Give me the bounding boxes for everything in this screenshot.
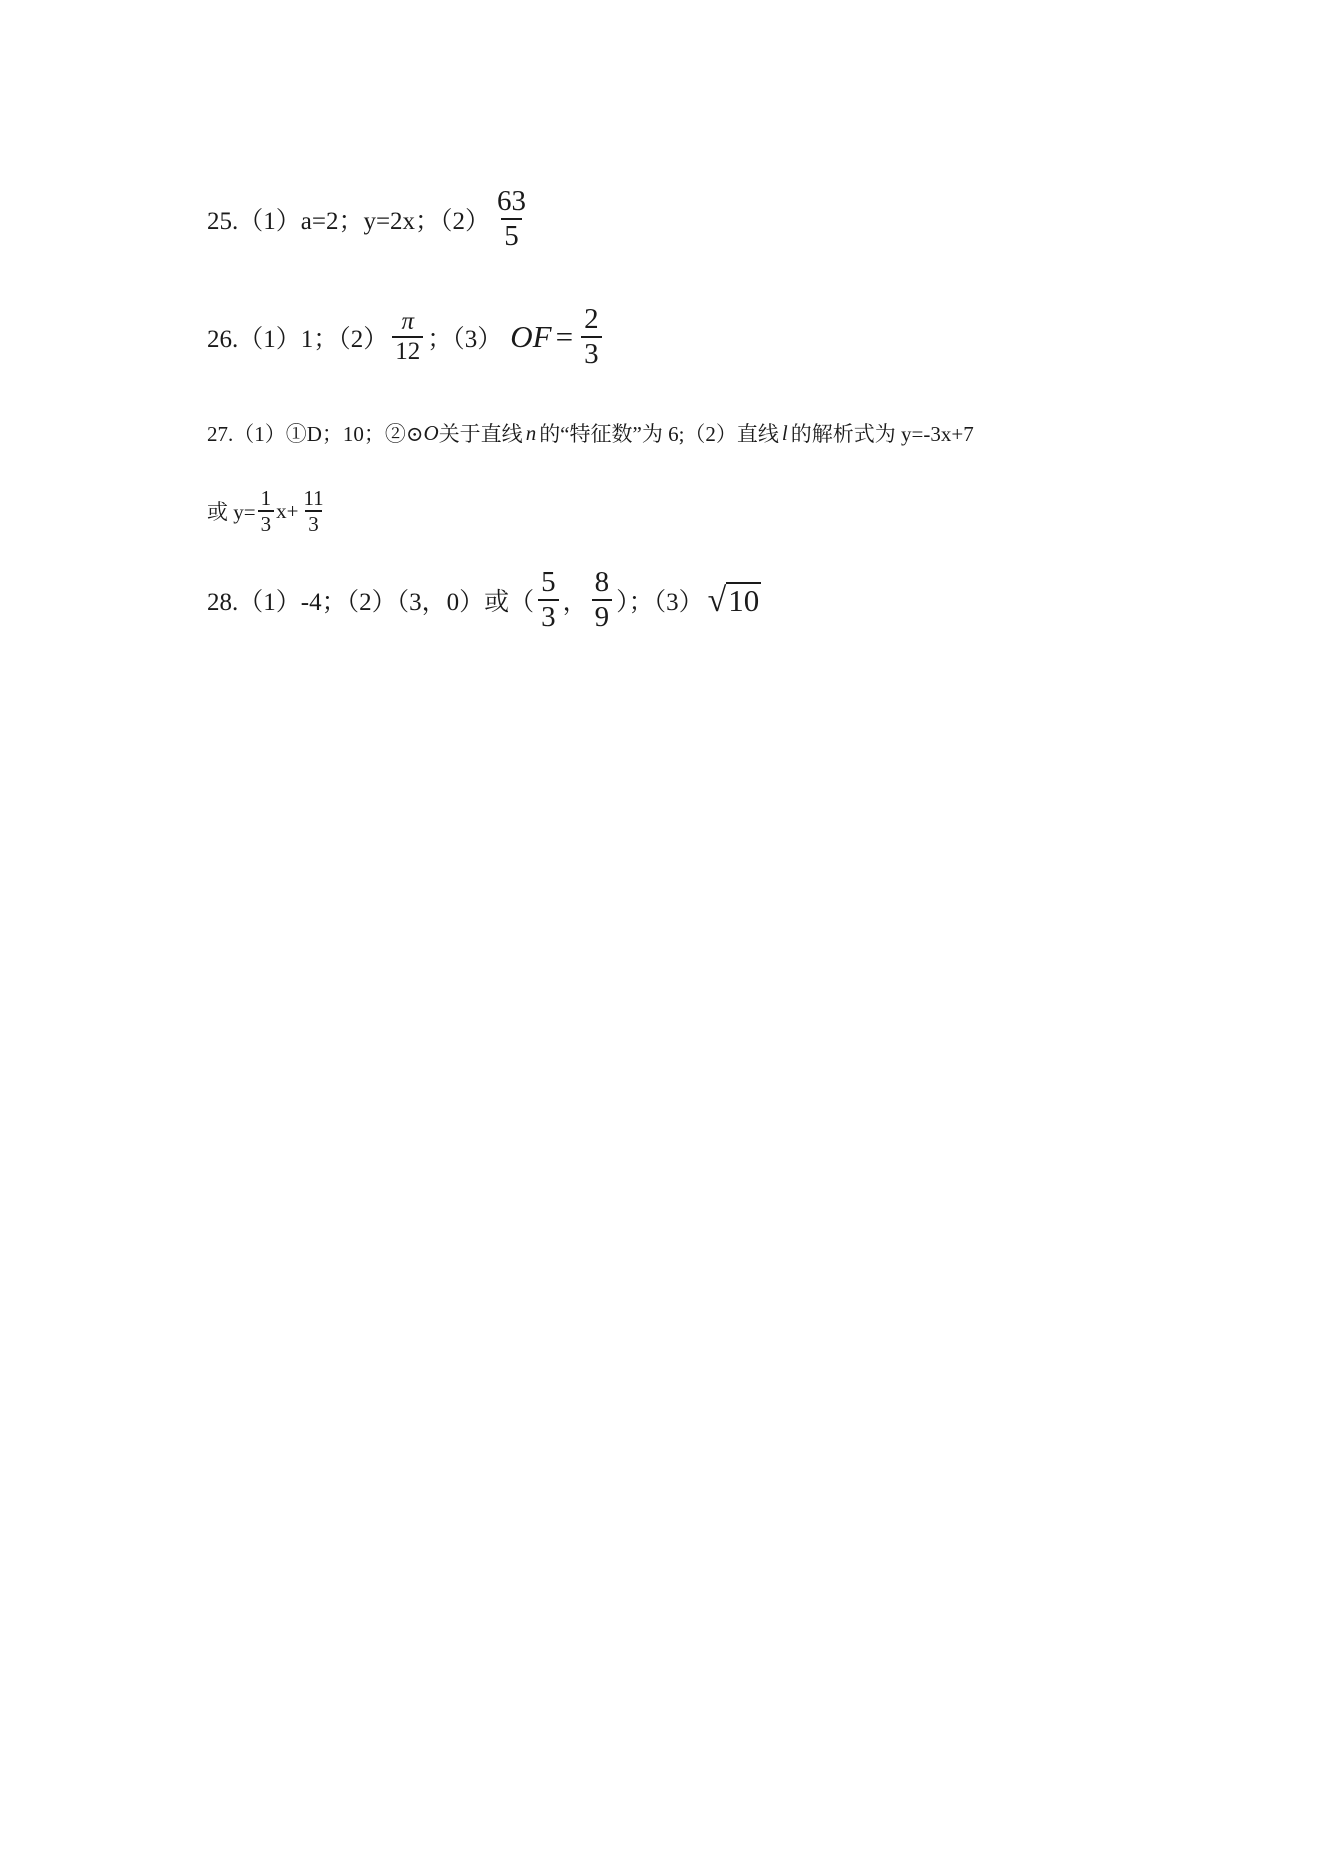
fraction-numerator: π [401, 307, 415, 335]
fraction-denominator: 12 [392, 336, 423, 367]
answer-28-sqrt [708, 582, 762, 618]
fraction-numerator: 63 [497, 185, 527, 217]
answer-27-line-1 [207, 418, 974, 448]
fraction-denominator: 3 [258, 510, 275, 536]
answer-27-fraction-2 [300, 486, 326, 536]
answer-27-fraction-1 [258, 486, 275, 536]
answer-26-fraction-pi [392, 308, 423, 368]
answer-27-text-d: 的解析式为 y=-3x+7 [790, 422, 974, 446]
answer-28-mid: ）；（3） [616, 589, 704, 617]
answer-26-lhs: OF [510, 319, 552, 355]
answer-26-fraction [581, 303, 602, 372]
answer-25-fraction [494, 185, 529, 254]
answer-26-equals: = [555, 319, 574, 355]
fraction-numerator: 8 [594, 566, 610, 598]
answer-27-circle-o: O [423, 420, 439, 445]
sqrt-radicand: 10 [728, 583, 760, 619]
answer-27-text-a: 27.（1）①D；10；②⊙ [207, 422, 424, 446]
answer-27-line-n: n [525, 420, 537, 445]
fraction-denominator: 9 [592, 599, 613, 634]
answer-25-text: 25.（1）a=2；y=2x；（2） [207, 208, 491, 236]
radical-sign-icon: √ [707, 582, 727, 620]
fraction-denominator: 3 [581, 336, 602, 371]
answer-28-comma: ， [562, 589, 588, 617]
fraction-numerator: 11 [303, 486, 324, 510]
fraction-denominator: 3 [305, 510, 322, 536]
answer-26-text: 26.（1）1；（2） [207, 326, 389, 354]
answer-25 [207, 185, 533, 254]
fraction-numerator: 1 [260, 486, 272, 510]
answer-27-text-c: 的“特征数”为 6;（2）直线 [539, 422, 779, 446]
answer-28-text: 28.（1）-4；（2）（3，0）或（ [207, 589, 535, 617]
answer-27-line2-prefix: 或 y= [207, 500, 256, 525]
answer-28-fraction-1 [538, 566, 559, 635]
answer-28 [207, 566, 761, 635]
fraction-numerator: 2 [584, 303, 599, 335]
answer-27-line-2 [207, 486, 329, 536]
answer-27-line-l: l [781, 420, 788, 445]
answer-26 [207, 303, 606, 372]
answer-26-mid: ；（3） [427, 326, 503, 354]
answer-27-line2-mid: x+ [276, 498, 299, 523]
answer-27-text-b: 关于直线 [438, 422, 523, 446]
fraction-denominator: 5 [501, 218, 522, 253]
answer-28-fraction-2 [592, 566, 613, 635]
fraction-denominator: 3 [538, 599, 559, 634]
fraction-numerator: 5 [541, 566, 556, 598]
